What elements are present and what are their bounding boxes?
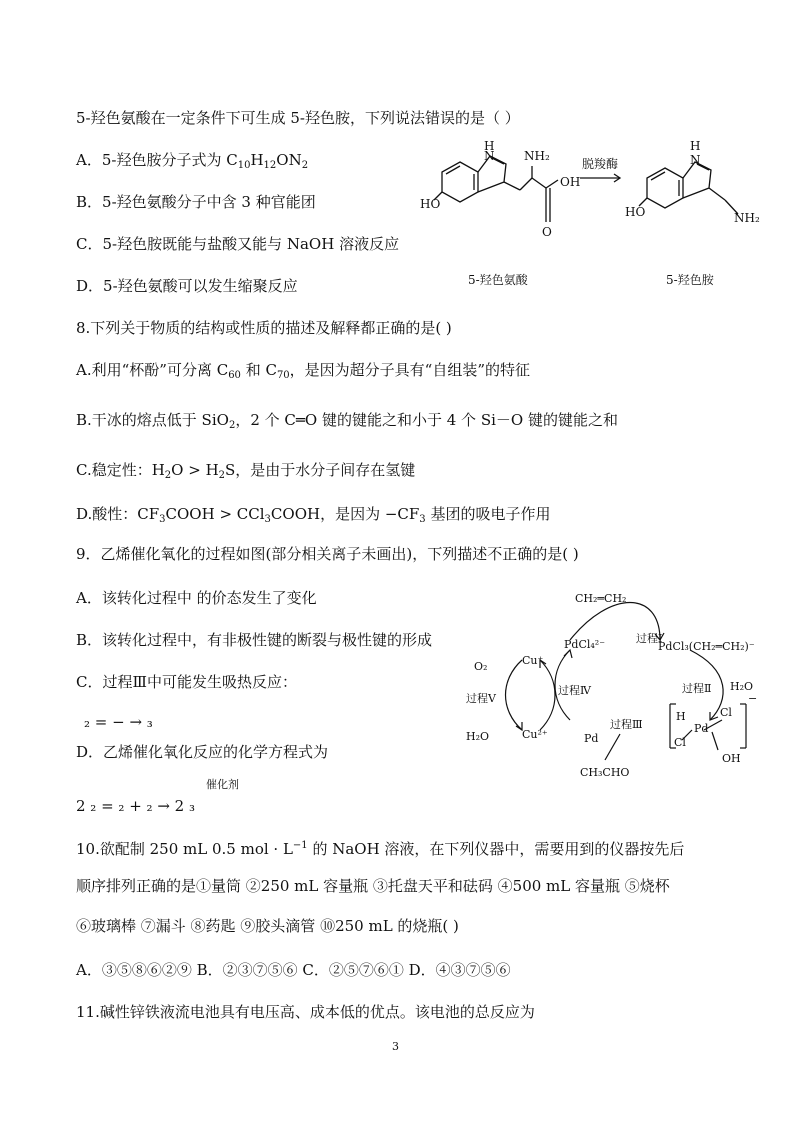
svg-text:NH₂: NH₂ — [734, 211, 760, 225]
svg-text:HO: HO — [625, 205, 646, 219]
q11-stem: 11.碱性锌铁液流电池具有电压高、成本低的优点。该电池的总反应为 — [76, 1003, 535, 1021]
svg-text:Cl: Cl — [674, 736, 686, 749]
svg-text:N: N — [690, 153, 701, 167]
q9-option-a: A．该转化过程中 的价态发生了变化 — [76, 589, 317, 607]
svg-text:过程Ⅲ: 过程Ⅲ — [610, 718, 643, 731]
svg-text:H: H — [676, 710, 686, 723]
svg-text:CH₂═CH₂: CH₂═CH₂ — [575, 592, 627, 605]
svg-text:Pd: Pd — [694, 722, 709, 735]
svg-text:5-羟色胺: 5-羟色胺 — [666, 273, 714, 287]
q8-option-a: A.利用“杯酚”可分离 $C_{60}$ 和 $C_{70}$，是因为超分子具有“自组装”的特征 — [76, 361, 531, 381]
q7-option-d: D．5-羟色氨酸可以发生缩聚反应 — [76, 277, 298, 295]
page-number: 3 — [392, 1040, 399, 1053]
q7-option-a: A．5-羟色胺分子式为 $C_{10}H_{12}ON_2$ — [76, 151, 309, 171]
svg-text:H₂O: H₂O — [466, 730, 490, 743]
q9-option-c-equation: ₂ = − → ₃ — [84, 713, 153, 731]
svg-text:Cu⁺: Cu⁺ — [522, 654, 544, 667]
svg-text:脱羧酶: 脱羧酶 — [582, 157, 619, 171]
q8-option-c: C.稳定性：$H_2O > H_2S$，是由于水分子间存在氢键 — [76, 461, 416, 481]
q9-option-c: C．过程Ⅲ中可能发生吸热反应： — [76, 673, 297, 691]
svg-text:Cl: Cl — [720, 706, 732, 719]
svg-text:CH₃CHO: CH₃CHO — [580, 766, 630, 779]
q8-stem: 8.下列关于物质的结构或性质的描述及解释都正确的是( ) — [76, 319, 452, 337]
svg-text:PdCl₃(CH₂═CH₂)⁻: PdCl₃(CH₂═CH₂)⁻ — [658, 640, 755, 653]
q9-option-b: B．该转化过程中，有非极性键的断裂与极性键的形成 — [76, 631, 433, 649]
q10-stem: 10.欲配制 250 mL 0.5 mol · $L^{-1}$ 的 NaOH 溶液，在下列仪器中，需要用到的仪器按先后 — [76, 840, 685, 858]
svg-text:过程Ⅰ: 过程Ⅰ — [636, 632, 663, 645]
q7-structure-figure — [420, 130, 770, 300]
q9-option-d-catalyst: 催化剂 — [206, 778, 239, 791]
q10-stem-line2: 顺序排列正确的是①量筒 ②250 mL 容量瓶 ③托盘天平和砝码 ④500 mL 容量瓶 ⑤烧杯 — [76, 877, 670, 895]
svg-text:H₂O: H₂O — [730, 680, 754, 693]
svg-text:O₂: O₂ — [474, 660, 488, 673]
q7-stem: 5-羟色氨酸在一定条件下可生成 5-羟色胺，下列说法错误的是（ ） — [76, 109, 520, 127]
svg-text:OH: OH — [560, 175, 581, 189]
svg-text:O: O — [542, 225, 552, 239]
q10-options: A．③⑤⑧⑥②⑨ B．②③⑦⑤⑥ C．②⑤⑦⑥① D．④③⑦⑤⑥ — [76, 961, 511, 979]
q9-option-d: D．乙烯催化氧化反应的化学方程式为 — [76, 743, 329, 761]
svg-text:Pd: Pd — [584, 732, 599, 745]
svg-text:过程Ⅳ: 过程Ⅳ — [558, 684, 591, 697]
svg-text:过程Ⅱ: 过程Ⅱ — [682, 682, 712, 695]
svg-text:PdCl₄²⁻: PdCl₄²⁻ — [564, 638, 606, 651]
svg-text:HO: HO — [420, 197, 441, 211]
q8-option-b: B.干冰的熔点低于 SiO$_2$，2 个 C═O 键的键能之和小于 4 个 Si－O 键的键能之和 — [76, 411, 618, 431]
svg-text:H: H — [690, 139, 701, 153]
svg-text:H: H — [484, 139, 495, 153]
svg-text:Cu²⁺: Cu²⁺ — [522, 728, 548, 741]
q9-cycle-figure — [460, 580, 770, 790]
q8-option-d: D.酸性：$CF_3COOH$ > CCl$_3$COOH，是因为 $-CF_3$ 基团的吸电子作用 — [76, 505, 551, 525]
q7-option-b: B．5-羟色氨酸分子中含 3 种官能团 — [76, 193, 316, 211]
svg-text:5-羟色氨酸: 5-羟色氨酸 — [468, 273, 528, 287]
q9-stem: 9．乙烯催化氧化的过程如图(部分相关离子未画出)，下列描述不正确的是( ) — [76, 545, 579, 563]
svg-text:NH₂: NH₂ — [524, 149, 550, 163]
svg-text:过程Ⅴ: 过程Ⅴ — [466, 692, 496, 705]
svg-text:OH: OH — [722, 752, 741, 765]
svg-text:N: N — [484, 149, 495, 163]
svg-text:−: − — [748, 692, 758, 705]
q9-option-d-equation: 2 ₂ = ₂ + ₂ → 2 ₃ — [76, 797, 195, 815]
q10-stem-line3: ⑥玻璃棒 ⑦漏斗 ⑧药匙 ⑨胶头滴管 ⑩250 mL 的烧瓶( ) — [76, 917, 459, 935]
q7-option-c: C．5-羟色胺既能与盐酸又能与 NaOH 溶液反应 — [76, 235, 400, 253]
